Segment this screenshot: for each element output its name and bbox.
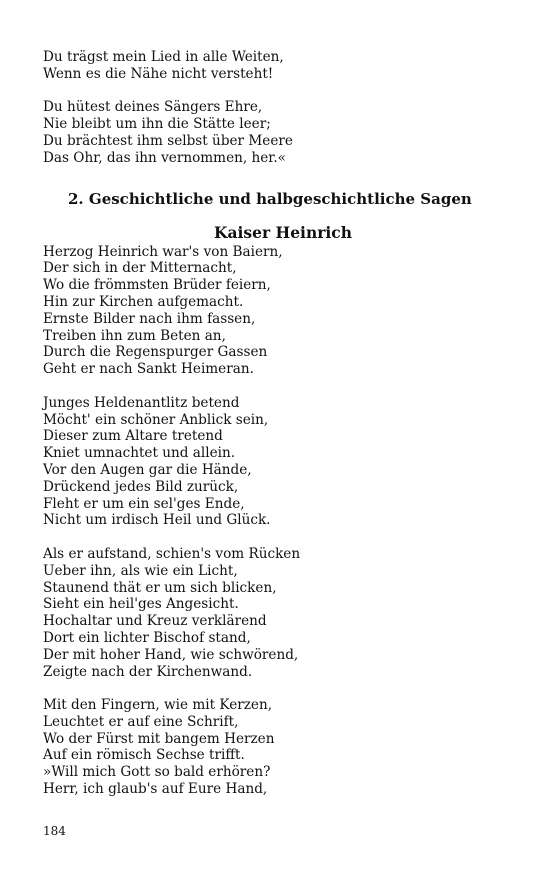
- verse-line: Wo die frömmsten Brüder feiern,: [43, 277, 271, 294]
- verse-line: Du brächtest ihm selbst über Meere: [43, 132, 293, 149]
- section-heading: 2. Geschichtliche und halbgeschichtliche Sagen: [68, 189, 472, 208]
- verse-line: Dort ein lichter Bischof stand,: [43, 629, 251, 646]
- verse-line: Fleht er um ein sel'ges Ende,: [43, 495, 245, 512]
- poem: [43, 244, 513, 798]
- verse-line: Mit den Fingern, wie mit Kerzen,: [43, 697, 273, 714]
- verse-line: Zeigte nach der Kirchenwand.: [43, 663, 253, 680]
- verse-line: Wo der Fürst mit bangem Herzen: [43, 730, 275, 747]
- stanza-gap: [43, 529, 513, 546]
- verse-line: Durch die Regenspurger Gassen: [43, 344, 268, 361]
- stanza: [43, 697, 513, 798]
- poem-title: Kaiser Heinrich: [214, 222, 352, 242]
- verse-line: Drückend jedes Bild zurück,: [43, 478, 239, 495]
- page-body: [43, 49, 513, 798]
- verse-line: Du trägst mein Lied in alle Weiten,: [43, 49, 284, 65]
- stanza: [43, 244, 513, 378]
- verse-line: Nicht um irdisch Heil und Glück.: [43, 512, 271, 529]
- verse-line: Sieht ein heil'ges Angesicht.: [43, 596, 239, 613]
- verse-line: Staunend thät er um sich blicken,: [43, 579, 277, 596]
- verse-line: Der mit hoher Hand, wie schwörend,: [43, 646, 299, 663]
- verse-line: Ueber ihn, als wie ein Licht,: [43, 562, 238, 579]
- verse-line: Der sich in der Mitternacht,: [43, 260, 237, 277]
- stanza: [43, 49, 513, 83]
- stanza: [43, 546, 513, 680]
- verse-line: Ernste Bilder nach ihm fassen,: [43, 310, 256, 327]
- stanza-gap: [43, 378, 513, 395]
- stanza-gap: [43, 680, 513, 697]
- verse-line: Nie bleibt um ihn die Stätte leer;: [43, 116, 271, 133]
- verse-line: Junges Heldenantlitz betend: [43, 394, 240, 411]
- verse-line: Möcht' ein schöner Anblick sein,: [43, 411, 269, 428]
- stanza: [43, 99, 513, 166]
- verse-line: Auf ein römisch Sechse trifft.: [43, 747, 245, 764]
- verse-line: Dieser zum Altare tretend: [43, 428, 223, 445]
- verse-line: Vor den Augen gar die Hände,: [43, 461, 252, 478]
- verse-line: »Will mich Gott so bald erhören?: [43, 764, 271, 781]
- continued-poem: [43, 49, 513, 167]
- verse-line: Geht er nach Sankt Heimeran.: [43, 361, 254, 378]
- verse-line: Herr, ich glaub's auf Eure Hand,: [43, 781, 268, 798]
- stanza: [43, 395, 513, 529]
- verse-line: Hin zur Kirchen aufgemacht.: [43, 293, 244, 310]
- verse-line: Wenn es die Nähe nicht versteht!: [43, 65, 274, 82]
- verse-line: Als er aufstand, schien's vom Rücken: [43, 545, 301, 562]
- verse-line: Das Ohr, das ihn vernommen, her.«: [43, 149, 286, 166]
- verse-line: Kniet umnachtet und allein.: [43, 445, 236, 462]
- verse-line: Hochaltar und Kreuz verklärend: [43, 613, 267, 630]
- verse-line: Treiben ihn zum Beten an,: [43, 327, 226, 344]
- verse-line: Herzog Heinrich war's von Baiern,: [43, 243, 283, 260]
- page-number: 184: [43, 824, 66, 838]
- verse-line: Leuchtet er auf eine Schrift,: [43, 713, 239, 730]
- verse-line: Du hütest deines Sängers Ehre,: [43, 99, 263, 116]
- stanza-gap: [43, 83, 513, 100]
